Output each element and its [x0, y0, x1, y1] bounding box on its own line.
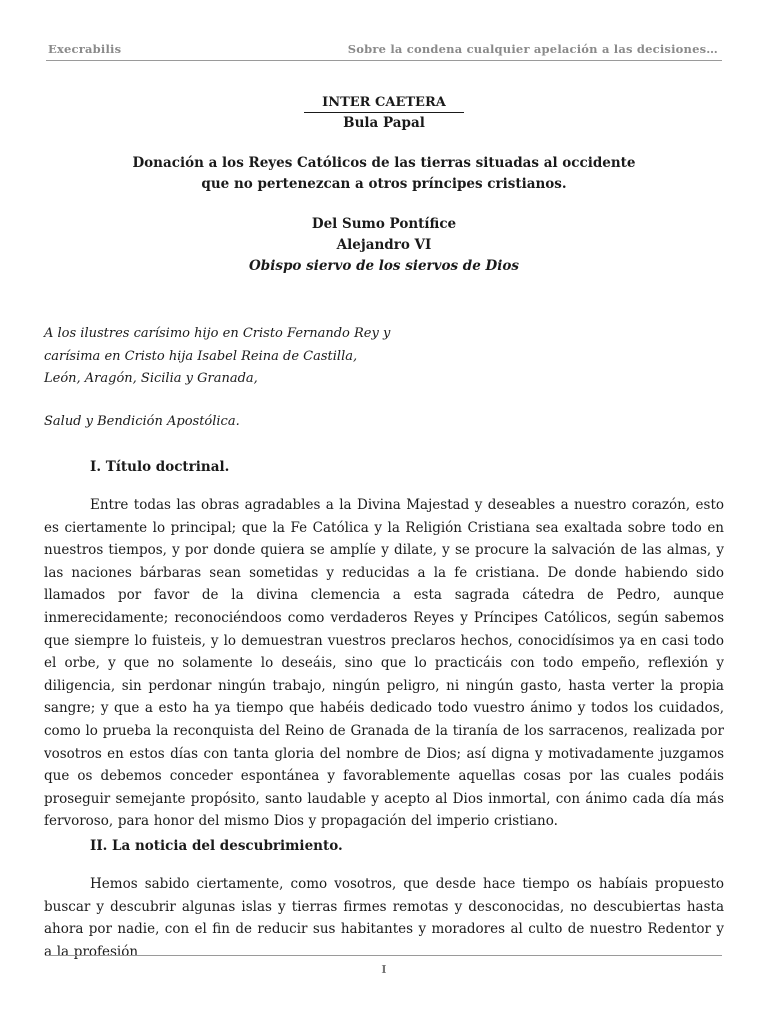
section-paragraph-2: Hemos sabido ciertamente, como vosotros, que desde hace tiempo os habíais propuesto buscar y descubrir algunas islas y tierras firmes remotas y desconocidas, no descubiertas hasta ahora por nadie, con el fin de reducir sus habitantes y moradores al culto de nuestro Redentor y a la profesión — [44, 876, 724, 960]
document-title: INTER CAETERA — [304, 94, 464, 113]
author-title: Obispo siervo de los siervos de Dios — [249, 258, 519, 274]
document-description-line-1: Donación a los Reyes Católicos de las tierras situadas al occidente — [132, 155, 636, 171]
author-heading: Del Sumo Pontífice — [311, 216, 457, 232]
author-name: Alejandro VI — [336, 237, 432, 253]
footer-divider — [46, 955, 722, 956]
document-title-block — [0, 92, 768, 277]
document-subtitle: Bula Papal — [343, 115, 425, 131]
salutation-greeting: Salud y Bendición Apostólica. — [44, 413, 240, 429]
section-heading-1: I. Título doctrinal. — [90, 459, 230, 475]
salutation-line-2: carísima en Cristo hija Isabel Reina de Castilla, — [44, 348, 358, 364]
running-header — [46, 38, 722, 61]
section-paragraph-1: Entre todas las obras agradables a la Divina Majestad y deseables a nuestro corazón, esto es ciertamente lo principal; que la Fe Católica y la Religión Cristiana sea exaltada sobre todo en nuestros tiempos, y por donde quiera se amplíe y dilate, y se procure la salvación de las almas, y las naciones bárbaras sean sometidas y reducidas a la fe cristiana. De donde habiendo sido llamados por favor de la divina clemencia a esta sagrada cátedra de Pedro, aunque inmerecidamente; reconociéndoos como verdaderos Reyes y Príncipes Católicos, según sabemos que siempre lo fuisteis, y lo demuestran vuestros preclaros hechos, conocidísimos ya en casi todo el orbe, y que no solamente lo deseáis, sino que lo practicáis con todo empeño, reflexión y diligencia, sin perdonar ningún trabajo, ningún peligro, ni ningún gasto, hasta verter la propia sangre; y que a esto ha ya tiempo que habéis dedicado todo vuestro ánimo y todos los cuidados, como lo prueba la reconquista del Reino de Granada de la tiranía de los sarracenos, realizada por vosotros en estos días con tanta gloria del nombre de Dios; así digna y motivadamente juzgamos que os debemos conceder espontánea y favorablemente aquellas cosas por las cuales podáis proseguir semejante propósito, santo laudable y acepto al Dios inmortal, con ánimo cada día más fervoroso, para honor del mismo Dios y propagación del imperio cristiano. — [44, 497, 724, 830]
header-left-title: Execrabilis — [48, 42, 122, 56]
document-description-line-2: que no pertenezcan a otros príncipes cristianos. — [201, 176, 567, 192]
salutation-block — [44, 323, 390, 433]
salutation-line-3: León, Aragón, Sicilia y Granada, — [44, 371, 258, 386]
header-right-title: Sobre la condena cualquier apelación a las decisiones… — [347, 42, 718, 56]
page-number: I — [381, 963, 387, 976]
salutation-line-1: A los ilustres carísimo hijo en Cristo Fernando Rey y — [44, 326, 391, 341]
section-heading-2: II. La noticia del descubrimiento. — [90, 838, 343, 854]
